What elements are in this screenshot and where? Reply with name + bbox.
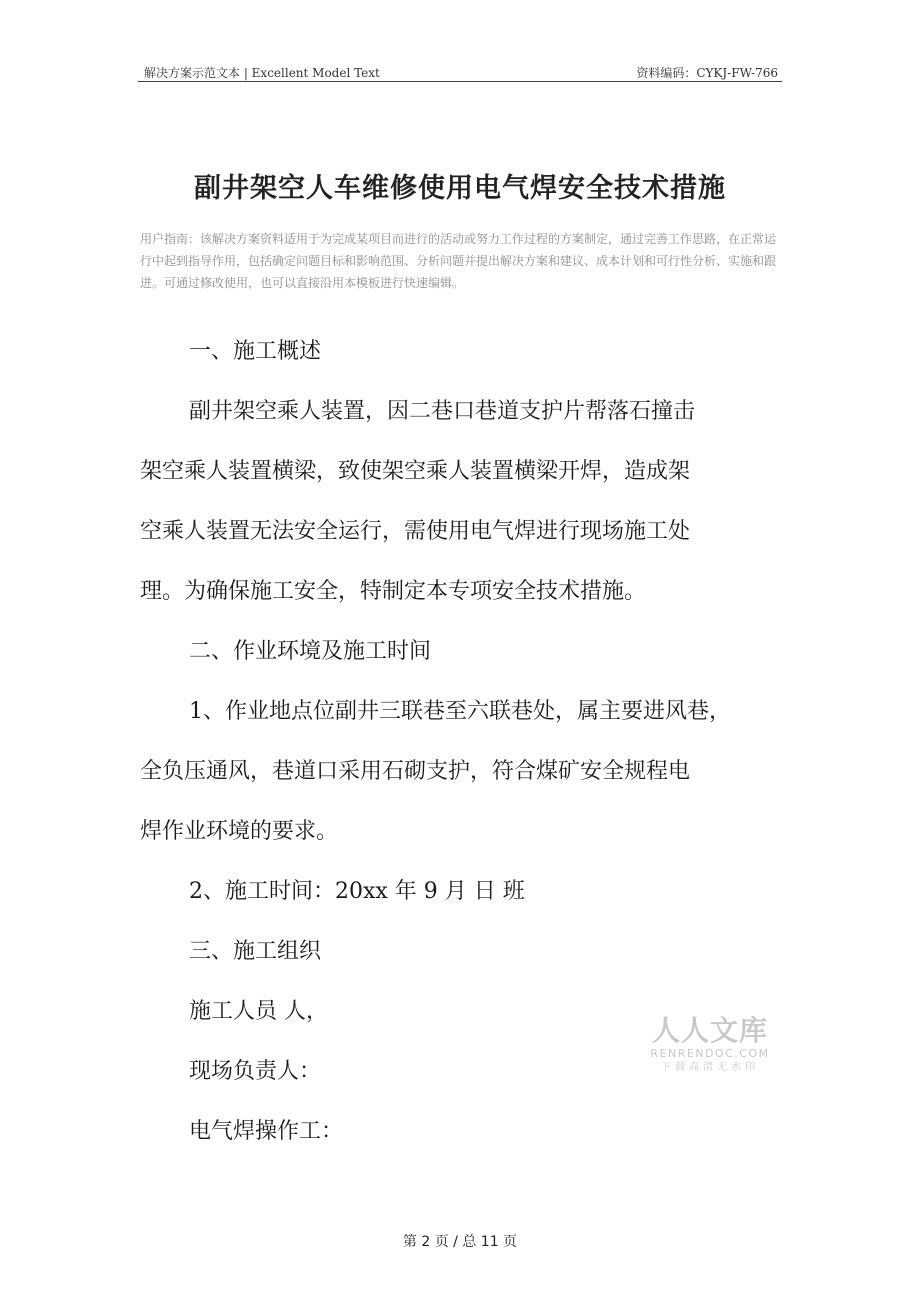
section-heading-overview: 一、施工概述 <box>189 339 322 364</box>
welder-line: 电气焊操作工： <box>189 1119 344 1144</box>
paragraph-line: 1、作业地点位副井三联巷至六联巷处，属主要进风巷， <box>189 699 731 724</box>
header-left-text: 解决方案示范文本 | Excellent Model Text <box>144 66 380 80</box>
watermark-brand: 人人文库 <box>651 1014 768 1047</box>
site-leader-line: 现场负责人： <box>189 1059 322 1084</box>
construction-time-line: 2、施工时间：20xx 年 9 月 日 班 <box>189 879 525 904</box>
renrendoc-watermark <box>648 1015 772 1075</box>
document-title: 副井架空人车维修使用电气焊安全技术措施 <box>194 173 726 204</box>
section-heading-organization: 三、施工组织 <box>189 939 322 964</box>
paragraph-line: 全负压通风，巷道口采用石砌支护，符合煤矿安全规程电 <box>140 759 691 784</box>
user-guide-text: 用户指南：该解决方案资料适用于为完成某项目而进行的活动或努力工作过程的方案制定，通过完善工作思路，在正常运行中起到指导作用，包括确定问题目标和影响范围、分析问题并提出解决方案和建议、成本计划和可行性分析、实施和跟进。可通过修改使用，也可以直接沿用本模板进行快速编辑。 <box>140 232 777 290</box>
paragraph-line: 理。为确保施工安全，特制定本专项安全技术措施。 <box>140 579 647 604</box>
paragraph-line: 空乘人装置无法安全运行，需使用电气焊进行现场施工处 <box>140 519 691 544</box>
workers-line: 施工人员 人， <box>189 999 328 1024</box>
document-code: 资料编码：CYKJ-FW-766 <box>636 66 778 80</box>
header-divider <box>138 81 782 82</box>
section-heading-environment: 二、作业环境及施工时间 <box>189 639 432 664</box>
paragraph-line: 副井架空乘人装置，因二巷口巷道支护片帮落石撞击 <box>189 399 696 424</box>
watermark-slogan: 下载高清无水印 <box>661 1062 759 1073</box>
page-header <box>138 62 782 82</box>
paragraph-line: 架空乘人装置横梁，致使架空乘人装置横梁开焊，造成架 <box>140 459 691 484</box>
page-number: 第 2 页 / 总 11 页 <box>402 1234 518 1250</box>
paragraph-line: 焊作业环境的要求。 <box>140 819 339 844</box>
watermark-site: RENRENDOC.COM <box>650 1047 770 1060</box>
